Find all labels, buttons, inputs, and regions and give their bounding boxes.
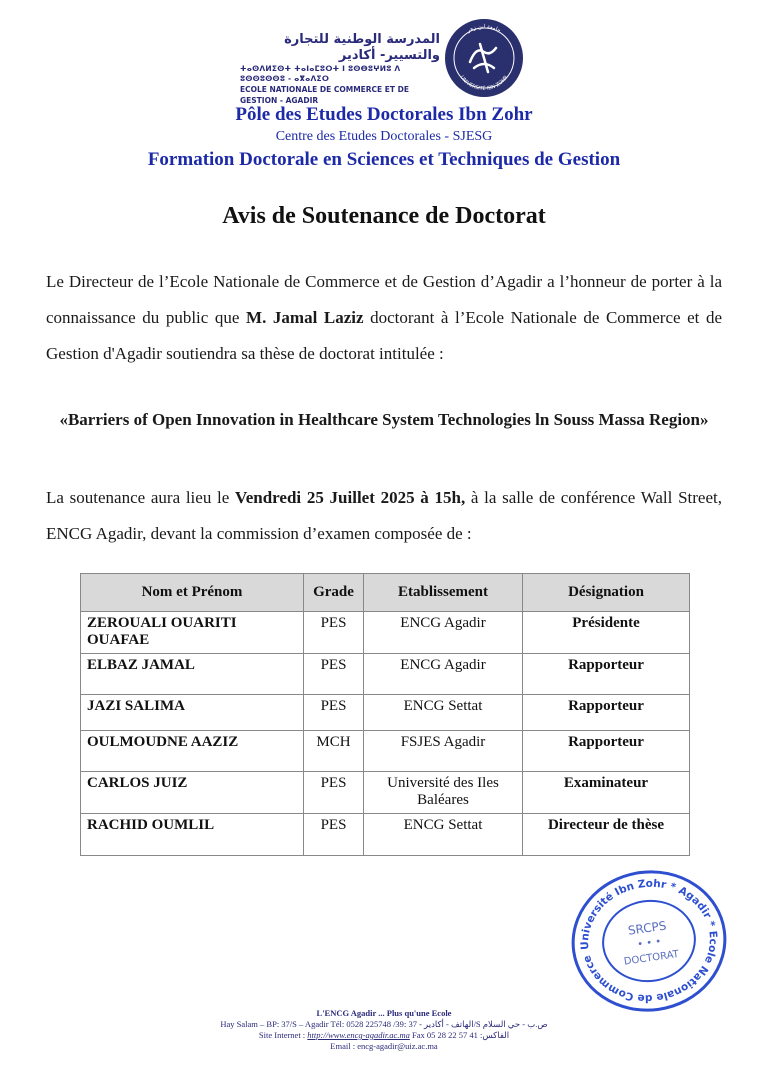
jury-designation: Présidente [523,612,690,654]
svg-text:• • •: • • • [636,936,663,951]
logo-arabic-text: المدرسة الوطنية للتجارة والتسيير- أكادير [284,32,440,63]
encg-logo [240,32,440,106]
table-row [81,814,690,856]
table-row [81,731,690,772]
table-header-row [81,574,690,612]
jury-name: JAZI SALIMA [81,695,304,731]
soutenance-paragraph [46,480,722,552]
centre-subtitle: Centre des Etudes Doctorales - SJESG [275,129,493,144]
footer-fax-arabic: :الفاكس [477,1030,510,1040]
soutenance-date: Vendredi 25 Juillet 2025 à 15h, [235,488,466,507]
jury-grade: PES [304,814,364,856]
footer-slogan: L'ENCG Agadir ... Plus qu'une Ecole [316,1008,452,1018]
thesis-title: «Barriers of Open Innovation in Healthcare System Technologies ln Souss Massa Region» [59,410,709,429]
stamp-center-bottom: DOCTORAT [623,949,680,968]
stamp-ring-text: Université Ibn Zohr * Agadir * Ecole Nationale de Commerce [578,877,719,1005]
uiz-logo-icon [444,18,524,98]
candidate-name: M. Jamal Laziz [246,308,364,327]
jury-etablissement: Université des Iles Baléares [364,772,523,814]
official-stamp [566,866,732,1016]
jury-designation: Examinateur [523,772,690,814]
jury-name: ELBAZ JAMAL [81,654,304,695]
jury-designation: Rapporteur [523,654,690,695]
soutenance-text-1: La soutenance aura lieu le [46,488,235,507]
jury-etablissement: ENCG Agadir [364,612,523,654]
logo-french-text: ECOLE NATIONALE DE COMMERCE ET DE GESTION - AGADIR [240,85,409,105]
jury-name: OULMOUDNE AAZIZ [81,731,304,772]
jury-designation: Rapporteur [523,731,690,772]
uiz-logo-french: UNIVERSITÉ IBN ZOHR [458,74,510,93]
header-grade: Grade [304,574,364,612]
jury-etablissement: ENCG Agadir [364,654,523,695]
footer-contact: Site Internet : http://www.encg-agadir.ac.ma Fax 05 28 22 57 41 :الفاكس [258,1030,510,1040]
jury-table [80,573,690,856]
jury-grade: PES [304,695,364,731]
pole-title: Pôle des Etudes Doctorales Ibn Zohr [235,104,533,125]
jury-etablissement: FSJES Agadir [364,731,523,772]
table-row [81,772,690,814]
uiz-logo-arabic: جامعة ابن زهر [466,23,502,35]
jury-designation: Directeur de thèse [523,814,690,856]
page-title: Avis de Soutenance de Doctorat [222,203,546,229]
intro-text-2: doctorant à l’Ecole Nationale de Commerce et de Gestion d'Agadir soutiendra sa thèse de doctorat intitulée : [46,308,722,363]
jury-name: CARLOS JUIZ [81,772,304,814]
header-name: Nom et Prénom [81,574,304,612]
header-etablissement: Etablissement [364,574,523,612]
table-row [81,695,690,731]
footer-address-arabic: : الهاتف - أكادير - 37/S ص.ب - حي السلام [403,1019,548,1029]
intro-paragraph [46,264,722,372]
jury-name: RACHID OUMLIL [81,814,304,856]
jury-grade: PES [304,612,364,654]
footer-email: Email : encg-agadir@uiz.ac.ma [330,1041,438,1051]
jury-etablissement: ENCG Settat [364,814,523,856]
formation-title: Formation Doctorale en Sciences et Techniques de Gestion [147,149,621,170]
jury-name: ZEROUALI OUARITI OUAFAE [81,612,304,654]
jury-grade: MCH [304,731,364,772]
soutenance-text-2: à la salle de conférence Wall Street, ENCG Agadir, devant la commission d’examen composée de : [46,488,722,543]
jury-grade: PES [304,772,364,814]
table-row [81,612,690,654]
jury-designation: Rapporteur [523,695,690,731]
footer-address: Hay Salam – BP: 37/S – Agadir Tél: 0528 225748 /39: الهاتف - أكادير - 37/S ص.ب - حي السلام [220,1019,548,1029]
website-link[interactable]: http://www.encg-agadir.ac.ma [307,1030,410,1040]
logo-tifinagh-text: ⵜⴰⵙⴷⵍⵉⵙⵜ ⵜⴰⵏⴰⵎⵓⵔⵜ ⵏ ⵓⵙⴱⵓⵖⵍⵓ ⴷ ⵓⵙⵙⵓⵙⵙⵓ - ⴰⴳⴰⴷⵉⵔ [240,64,401,83]
header-designation: Désignation [523,574,690,612]
stamp-center-top: SRCPS [627,918,668,938]
jury-etablissement: ENCG Settat [364,695,523,731]
intro-text-1: Le Directeur de l’Ecole Nationale de Commerce et de Gestion d’Agadir a l’honneur de porter à la connaissance du public que [46,272,722,327]
table-row [81,654,690,695]
jury-grade: PES [304,654,364,695]
